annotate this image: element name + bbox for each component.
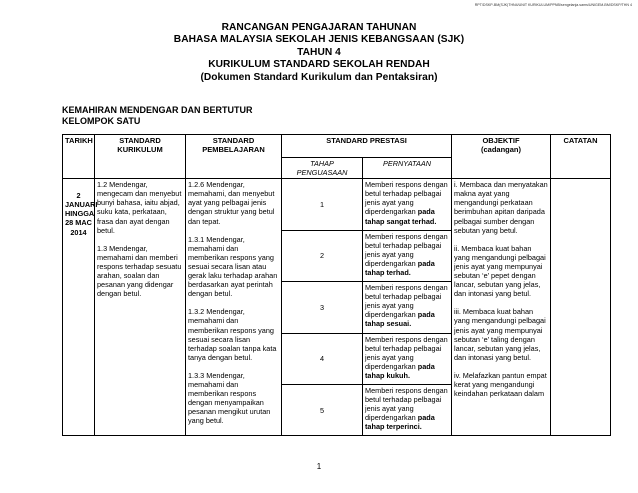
tarikh-line: 2 JANUARI: [65, 191, 98, 210]
pernyataan-cell: [363, 282, 452, 333]
pernyataan-cell: [363, 179, 452, 230]
objektif-item: i. Membaca dan menyatakan makna ayat yang mengandungi perkataan berimbuhan apitan daripada pelbagai sumber dengan sebutan yang betul.: [454, 180, 548, 235]
header-objektif: [452, 135, 551, 179]
header-objektif-label: OBJEKTIF: [482, 136, 520, 145]
sp-item: 1.3.2 Mendengar, memahami dan memberikan respons yang sesuai secara lisan terhadap soalan tanpa kata tanya dengan betul.: [188, 307, 277, 362]
sp-item: 1.3.1 Mendengar, memahami dan memberikan respons yang sesuai secara lisan atau gerak laku terhadap arahan berdasarkan ayat perintah dengan betul.: [188, 234, 278, 299]
pernyataan-text: Memberi respons dengan betul terhadap pelbagai jenis ayat yang diperdengarkan: [365, 283, 448, 320]
sk-item: 1.3 Mendengar, memahami dan memberi respons terhadap sesuatu arahan, soalan dan pesanan yang didengar dengan betul.: [97, 243, 182, 299]
tahap-cell: 4: [282, 333, 363, 384]
pernyataan-level: pada tahap kukuh.: [365, 361, 435, 380]
title-line-1: RANCANGAN PENGAJARAN TAHUNAN: [221, 22, 417, 33]
section-heading-skill: KEMAHIRAN MENDENGAR DAN BERTUTUR: [62, 105, 253, 115]
tahap-cell: 3: [282, 282, 363, 333]
title-line-2: BAHASA MALAYSIA SEKOLAH JENIS KEBANGSAAN (SJK): [173, 34, 465, 46]
header-objektif-sub: (cadangan): [480, 145, 521, 154]
pernyataan-level: pada tahap terhad.: [365, 258, 435, 277]
header-tahap-penguasaan: TAHAP PENGUASAAN: [282, 158, 363, 179]
header-tarikh: TARIKH: [63, 135, 95, 179]
tahap-cell: 5: [282, 384, 363, 436]
pernyataan-cell: [363, 230, 452, 281]
pernyataan-level: pada tahap sangat terhad.: [365, 207, 437, 226]
lesson-plan-table: [62, 134, 611, 436]
pernyataan-text: Memberi respons dengan betul terhadap pelbagai jenis ayat yang diperdengarkan: [365, 334, 448, 371]
pernyataan-level: pada tahap terperinci.: [365, 413, 435, 432]
title-line-5: (Dokumen Standard Kurikulum dan Pentaksiran): [200, 71, 438, 83]
title-line-3: TAHUN 4: [297, 46, 341, 58]
pernyataan-text: Memberi respons dengan betul terhadap pelbagai jenis ayat yang diperdengarkan: [365, 180, 448, 217]
pernyataan-level: pada tahap sesuai.: [365, 310, 435, 329]
document-reference-code: RPT/DSKP-BM(SJK)THN4/UNIT KURIKULUM/PPNB/sengelanja.sams/UNIGEM-BM/DSKP/THN 4: [474, 3, 632, 7]
header-pernyataan: PERNYATAAN: [363, 158, 452, 179]
header-catatan: CATATAN: [551, 135, 611, 179]
sp-item: 1.3.3 Mendengar, memahami dan memberikan respons dengan menyampaikan pesanan mengikut urutan yang betul.: [188, 370, 271, 426]
sp-item: 1.2.6 Mendengar, memahami, dan menyebut ayat yang pelbagai jenis dengan struktur yang betul dan tepat.: [188, 180, 275, 226]
cell-standard-kurikulum: [95, 179, 186, 436]
cell-tarikh: [63, 179, 98, 436]
pernyataan-text: Memberi respons dengan betul terhadap pelbagai jenis ayat yang diperdengarkan: [365, 385, 448, 423]
tarikh-line: HINGGA: [65, 209, 95, 219]
cell-standard-pembelajaran: [186, 179, 282, 436]
sk-item: 1.2 Mendengar, mengecam dan menyebut bunyi bahasa, iaitu abjad, suku kata, perkataan, frasa dan ayat dengan betul.: [97, 180, 182, 235]
objektif-item: ii. Membaca kuat bahan yang mengandungi pelbagai jenis ayat yang mempunyai sebutan ‘e’ pepet dengan lancar, sebutan yang jelas, dan intonasi yang betul.: [454, 243, 546, 299]
objektif-item: iii. Membaca kuat bahan yang mengandungi pelbagai jenis ayat yang mempunyai sebutan ‘e’ taling dengan lancar, sebutan yang jelas, dan intonasi yang betul.: [454, 307, 546, 362]
pernyataan-cell: [363, 384, 452, 436]
objektif-item: iv. Melafazkan pantun empat kerat yang mengandungi keindahan perkataan dalam: [454, 370, 547, 399]
pernyataan-text: Memberi respons dengan betul terhadap pelbagai jenis ayat yang diperdengarkan: [365, 231, 448, 268]
page-number: 1: [316, 462, 322, 471]
table-row: [63, 179, 611, 230]
title-line-4: KURIKULUM STANDARD SEKOLAH RENDAH: [208, 59, 430, 71]
section-heading: [62, 105, 253, 126]
header-standard-prestasi: STANDARD PRESTASI: [282, 135, 452, 158]
tarikh-line: 28 MAC 2014: [65, 218, 92, 237]
tahap-cell: 1: [282, 179, 363, 230]
table-header-row: [63, 135, 611, 158]
cell-objektif: [452, 179, 551, 436]
header-standard-kurikulum: STANDARD KURIKULUM: [95, 135, 186, 179]
pernyataan-cell: [363, 333, 452, 384]
tahap-cell: 2: [282, 230, 363, 281]
header-standard-pembelajaran: STANDARD PEMBELAJARAN: [186, 135, 282, 179]
document-title-block: [0, 22, 638, 84]
section-heading-group: KELOMPOK SATU: [62, 115, 141, 126]
cell-catatan: [551, 179, 611, 436]
